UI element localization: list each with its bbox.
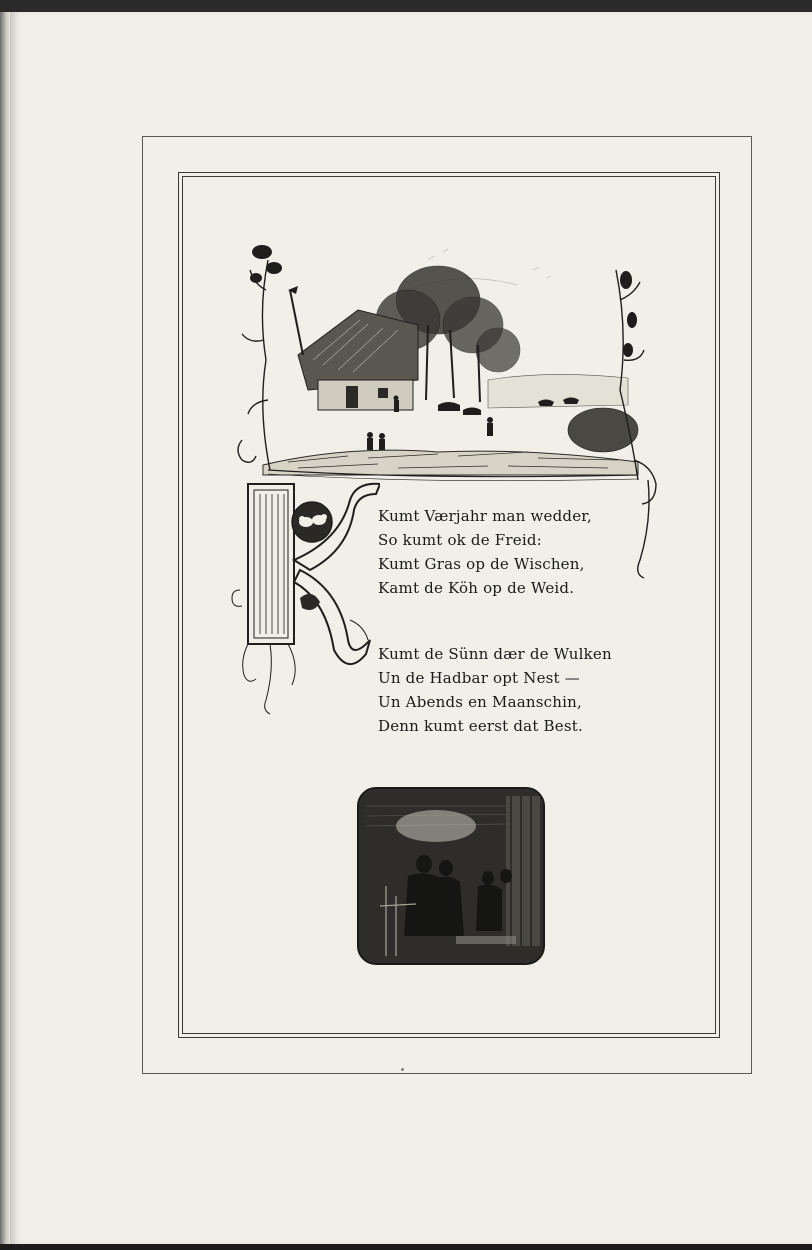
poem-stanza-2 xyxy=(378,642,678,738)
scan-bottom-edge xyxy=(0,1244,812,1250)
poem-line: So kumt ok de Freid: xyxy=(378,531,542,549)
poem-line: Un de Hadbar opt Nest — xyxy=(378,669,580,687)
poem-line: Kumt Værjahr man wedder, xyxy=(378,507,592,525)
page-mark xyxy=(401,1068,404,1071)
poem-line: Kumt de Sünn dær de Wulken xyxy=(378,645,612,663)
poem-line: Denn kumt eerst dat Best. xyxy=(378,717,583,735)
evening-scene-engraving xyxy=(356,786,546,966)
poem-line: Un Abends en Maanschin, xyxy=(378,693,582,711)
decorated-initial-letter xyxy=(230,470,380,720)
poem-stanza-1 xyxy=(378,504,678,600)
book-spine-edge xyxy=(0,12,10,1244)
poem-line: Kumt Gras op de Wischen, xyxy=(378,555,585,573)
poem-line: Kamt de Köh op de Weid. xyxy=(378,579,575,597)
